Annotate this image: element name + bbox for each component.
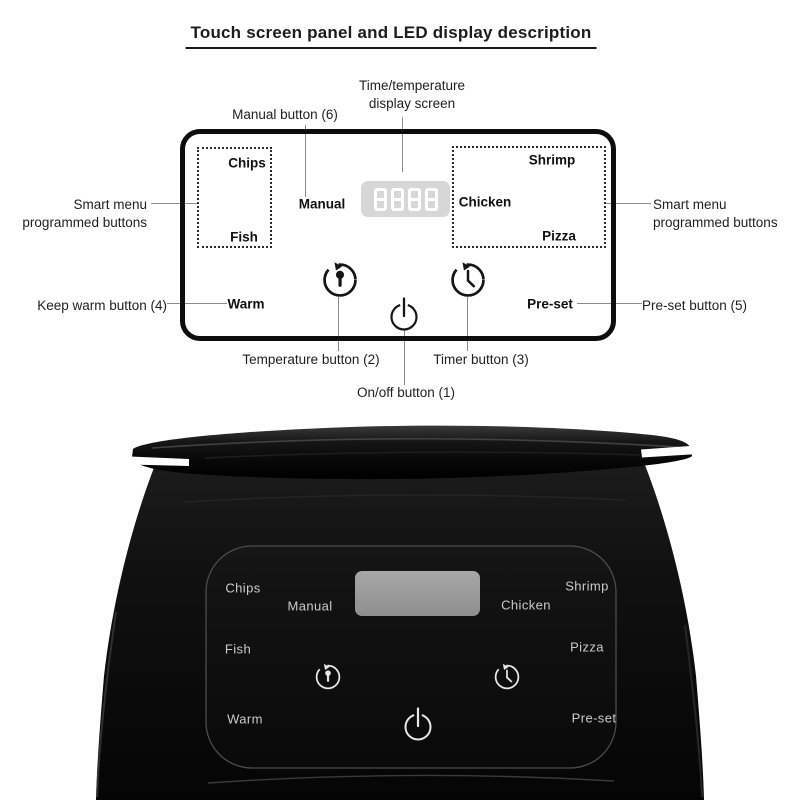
fryer-preset-button: Pre-set (571, 710, 617, 726)
fryer-chicken-button: Chicken (501, 597, 551, 613)
preset-button: Pre-set (527, 296, 573, 312)
manual-button-label: Manual button (6) (232, 107, 338, 122)
fryer-timer-icon (493, 663, 521, 691)
page-title: Touch screen panel and LED display description (186, 23, 597, 49)
chicken-button: Chicken (458, 194, 512, 210)
smart-menu-right-label: Smart menu programmed buttons (653, 197, 778, 230)
fryer-warm-button: Warm (227, 711, 263, 727)
fryer-fish-button: Fish (224, 641, 252, 657)
timer-button-label: Timer button (3) (433, 352, 529, 367)
fryer-shrimp-button: Shrimp (565, 578, 609, 594)
temperature-button-label: Temperature button (2) (242, 352, 380, 367)
shrimp-button: Shrimp (528, 152, 576, 168)
fish-button: Fish (230, 229, 258, 245)
fryer-chips-button: Chips (225, 580, 261, 596)
keep-warm-button-label: Keep warm button (4) (37, 298, 167, 313)
chips-button: Chips (228, 155, 266, 171)
fryer-power-icon (402, 705, 434, 743)
fryer-manual-button: Manual (287, 598, 333, 614)
preset-button-label: Pre-set button (5) (642, 298, 748, 313)
onoff-button-label: On/off button (1) (356, 385, 456, 400)
warm-button: Warm (227, 296, 265, 312)
manual-button: Manual (298, 196, 346, 212)
fryer-lcd-screen (355, 571, 480, 616)
fryer-temperature-icon (314, 663, 342, 691)
smart-menu-left-label: Smart menu programmed buttons (22, 197, 147, 230)
display-screen-label: Time/temperature display screen (358, 78, 466, 111)
pizza-button: Pizza (542, 228, 576, 244)
fryer-pizza-button: Pizza (570, 639, 604, 655)
